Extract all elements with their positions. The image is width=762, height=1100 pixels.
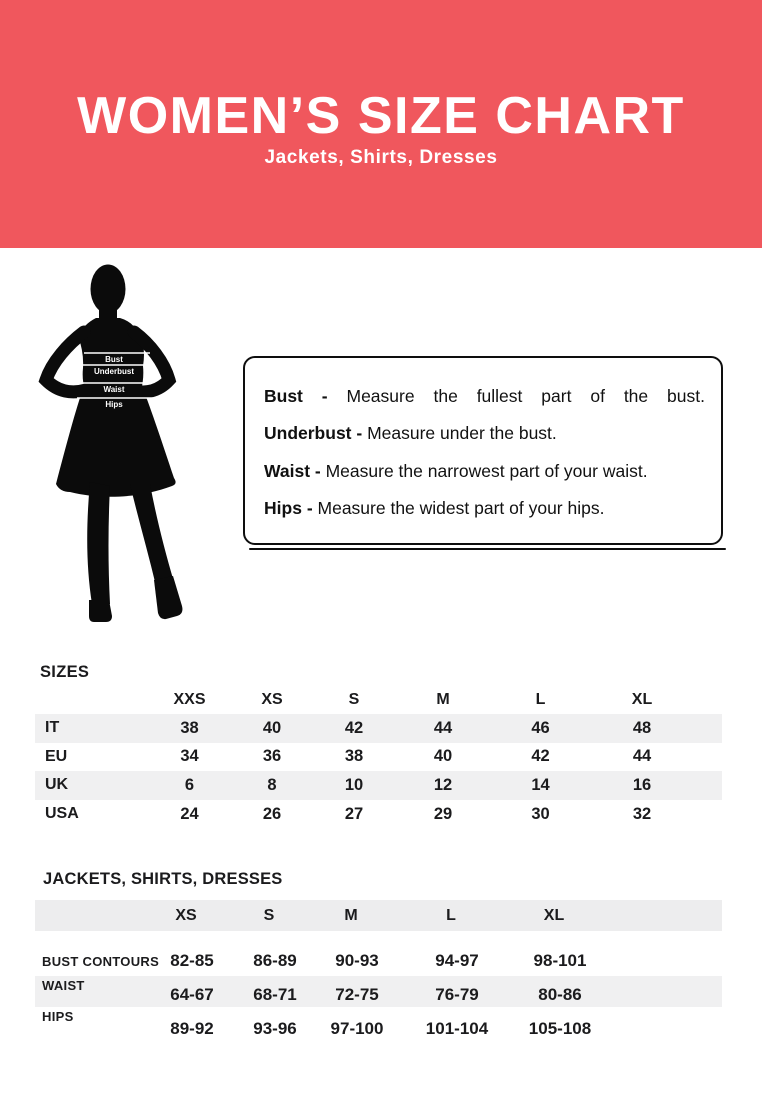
measure-dash: -	[306, 498, 313, 519]
cell-value: 76-79	[435, 984, 479, 1004]
column-header-l: L	[446, 906, 456, 924]
cell-value: 89-92	[170, 1019, 214, 1038]
cell-value: 97-100	[330, 1019, 384, 1038]
measure-desc: Measure under the bust.	[367, 423, 557, 444]
cell-value: 38	[180, 718, 199, 737]
cell-value: 40	[433, 747, 453, 766]
cell-value: 40	[262, 718, 282, 737]
row-label: BUST CONTOURS	[42, 954, 160, 969]
column-header-xl: XL	[631, 691, 653, 708]
header-banner	[0, 0, 762, 248]
measure-desc: Measure the widest part of your hips.	[317, 498, 605, 519]
cell-value: 86-89	[253, 950, 297, 970]
cell-value: 44	[433, 718, 453, 737]
cell-value: 98-101	[533, 950, 587, 970]
column-header-xs: XS	[261, 691, 283, 708]
cell-value: 64-67	[170, 984, 214, 1004]
column-header-l: L	[535, 691, 546, 708]
cell-value: 90-93	[335, 950, 379, 970]
table-row-waist	[35, 976, 722, 1007]
cell-value: 30	[531, 804, 550, 823]
figure-left-leg	[87, 482, 110, 604]
cell-value: 42	[531, 747, 550, 766]
hips-figure-label: Hips	[105, 400, 123, 409]
cell-value: 29	[433, 804, 453, 823]
measurement-info-box	[243, 356, 723, 545]
measure-dash: -	[321, 386, 328, 406]
cell-value: 27	[344, 804, 364, 823]
measure-term: Underbust	[264, 423, 352, 444]
cell-value: 80-86	[538, 984, 582, 1004]
cell-value: 105-108	[528, 1019, 592, 1038]
page-title: WOMEN’S SIZE CHART	[77, 87, 685, 145]
cell-value: 46	[531, 718, 550, 737]
measure-term: Bust	[264, 386, 303, 406]
measure-desc: Measure the fullest part of the bust.	[346, 386, 705, 406]
cell-value: 16	[632, 775, 652, 794]
measure-definition-bust	[264, 378, 705, 415]
measure-dash: -	[356, 423, 363, 444]
cell-value: 93-96	[253, 1019, 297, 1038]
cell-value: 34	[180, 747, 199, 766]
cell-value: 8	[267, 775, 277, 794]
row-label: WAIST	[42, 978, 85, 993]
cell-value: 44	[632, 747, 652, 766]
figure-left-arm	[46, 332, 86, 392]
waist-figure-label: Waist	[103, 385, 125, 394]
figure-right-foot	[154, 576, 182, 619]
bust-figure-label: Bust	[105, 355, 123, 364]
column-header-m: M	[344, 906, 358, 924]
row-label: IT	[45, 719, 60, 737]
column-header-xs: XS	[175, 906, 197, 924]
measure-definition-underbust	[264, 415, 705, 452]
row-label: USA	[45, 805, 79, 823]
cell-value: 38	[344, 747, 364, 766]
cell-value: 10	[344, 775, 364, 794]
measure-term: Hips	[264, 498, 302, 519]
figure-left-foot	[89, 600, 112, 622]
table-row-usa	[35, 800, 722, 829]
underbust-figure-label: Underbust	[94, 367, 134, 376]
measure-dash: -	[314, 460, 321, 481]
measure-definition-hips	[264, 490, 705, 527]
table-row-uk	[35, 771, 722, 800]
row-label: UK	[45, 776, 69, 794]
row-label: HIPS	[42, 1008, 74, 1024]
page-subtitle: Jackets, Shirts, Dresses	[264, 147, 498, 168]
garment-table-header-row	[35, 900, 722, 931]
garment-table-body	[35, 945, 722, 1041]
woman-silhouette-icon	[36, 256, 236, 641]
sizes-section-title: SIZES	[40, 663, 90, 681]
cell-value: 72-75	[335, 984, 379, 1004]
cell-value: 26	[262, 804, 282, 823]
cell-value: 68-71	[253, 984, 297, 1004]
garment-section-title: JACKETS, SHIRTS, DRESSES	[43, 870, 283, 888]
cell-value: 82-85	[170, 950, 214, 970]
cell-value: 101-104	[425, 1019, 489, 1038]
measure-term: Waist	[264, 460, 311, 481]
cell-value: 48	[632, 718, 652, 737]
column-header-xxs: XXS	[173, 691, 206, 708]
cell-value: 24	[180, 804, 199, 823]
table-row-it	[35, 714, 722, 743]
cell-value: 6	[184, 775, 195, 794]
cell-value: 12	[433, 775, 453, 794]
measure-definition-waist	[264, 453, 705, 490]
column-header-s: S	[263, 906, 275, 924]
measure-desc: Measure the narrowest part of your waist.	[325, 460, 648, 481]
column-header-s: S	[348, 691, 360, 708]
cell-value: 32	[632, 804, 652, 823]
figure-right-leg	[130, 484, 174, 586]
cell-value: 94-97	[435, 950, 479, 970]
cell-value: 36	[262, 747, 282, 766]
column-header-xl: XL	[543, 906, 565, 924]
column-header-m: M	[436, 691, 450, 708]
garment-table	[35, 900, 722, 1041]
sizes-table	[35, 686, 722, 828]
cell-value: 14	[531, 775, 550, 794]
table-row-hips	[35, 1007, 722, 1041]
table-row-bust-contours	[35, 945, 722, 976]
table-row-eu	[35, 743, 722, 772]
woman-silhouette-figure	[36, 256, 236, 641]
sizes-table-header-row	[35, 686, 722, 714]
cell-value: 42	[344, 718, 364, 737]
row-label: EU	[45, 747, 68, 765]
